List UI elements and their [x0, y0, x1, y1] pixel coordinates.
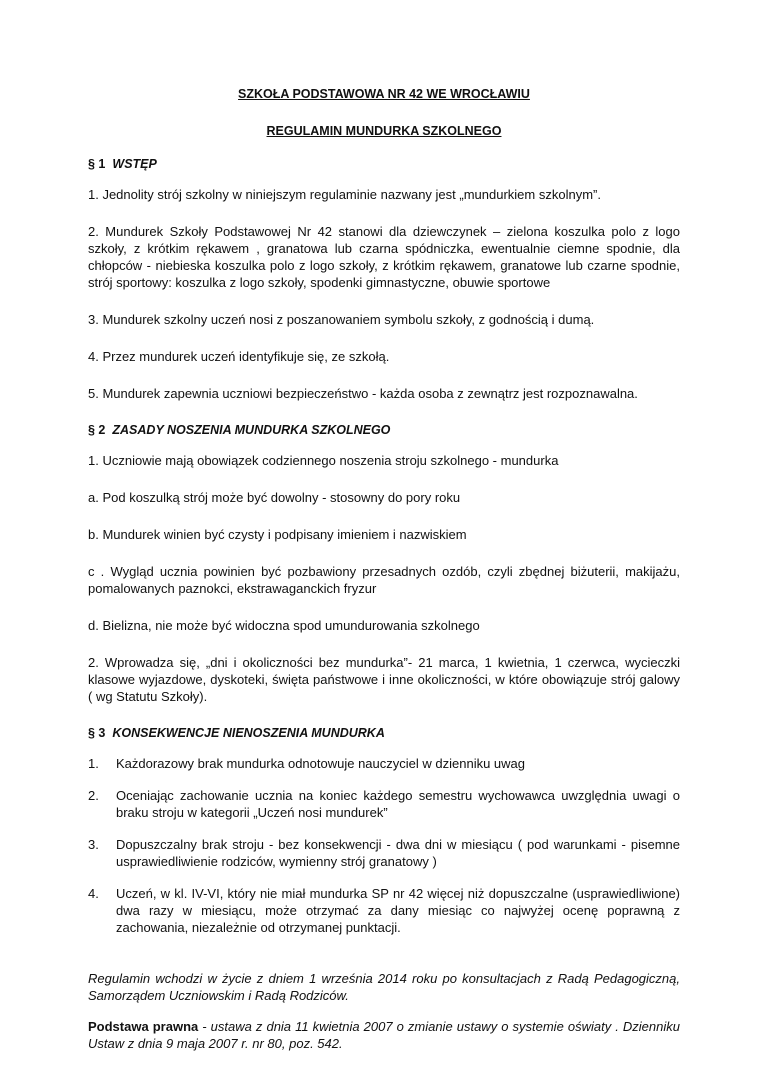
section-3-number: § 3	[88, 726, 106, 740]
list-item-number: 3.	[88, 837, 99, 852]
list-item	[88, 836, 680, 870]
section-1-item-1: 1. Jednolity strój szkolny w niniejszym regulaminie nazwany jest „mundurkiem szkolnym”.	[88, 187, 601, 202]
list-item	[88, 787, 680, 821]
section-1-heading	[88, 156, 680, 173]
section-2-item-a: a. Pod koszulką strój może być dowolny - stosowny do pory roku	[88, 490, 461, 505]
section-2-item-1: 1. Uczniowie mają obowiązek codziennego noszenia stroju szkolnego - mundurka	[88, 453, 559, 468]
section-3-heading	[88, 725, 680, 742]
list-item-text: Oceniając zachowanie ucznia na koniec każdego semestru wychowawca uwzględnia uwagi o braku stroju w kategorii „Uczeń nosi mundurek”	[116, 788, 680, 820]
legal-basis	[88, 1018, 680, 1052]
regulation-title: REGULAMIN MUNDURKA SZKOLNEGO	[266, 124, 502, 138]
section-1-item-2: 2. Mundurek Szkoły Podstawowej Nr 42 stanowi dla dziewczynek – zielona koszulka polo z logo szkoły, z krótkim rękawem , granatowa lub czarna spódniczka, ewentualnie ciemne spodnie, dla chłopców - niebieska koszulka polo z logo szkoły, z krótkim rękawem, granatowe lub czarne spodnie, strój sportowy: koszulka z logo szkoły, spodenki gimnastyczne, obuwie sportowe	[88, 224, 680, 290]
school-name-title: SZKOŁA PODSTAWOWA NR 42 WE WROCŁAWIU	[238, 87, 530, 101]
section-3-list	[88, 755, 680, 936]
list-item-number: 2.	[88, 788, 99, 803]
list-item-text: Uczeń, w kl. IV-VI, który nie miał mundurka SP nr 42 więcej niż dopuszczalne (usprawiedliwione) dwa razy w miesiącu, może otrzymać za dany miesiąc co najwyżej ocenę poprawną z zachowania, niezależnie od otrzymanej punktacji.	[116, 886, 680, 935]
section-2-number: § 2	[88, 423, 106, 437]
section-1-number: § 1	[88, 157, 106, 171]
list-item-number: 1.	[88, 756, 99, 771]
section-3-title: KONSEKWENCJE NIENOSZENIA MUNDURKA	[112, 726, 385, 740]
section-1-item-3: 3. Mundurek szkolny uczeń nosi z poszanowaniem symbolu szkoły, z godnością i dumą.	[88, 312, 595, 327]
section-1-title: WSTĘP	[112, 157, 157, 171]
list-item	[88, 885, 680, 936]
legal-basis-label: Podstawa prawna	[88, 1019, 199, 1034]
list-item-text: Każdorazowy brak mundurka odnotowuje nauczyciel w dzienniku uwag	[116, 756, 526, 771]
closing-statement: Regulamin wchodzi w życie z dniem 1 września 2014 roku po konsultacjach z Radą Pedagogiczną, Samorządem Uczniowskim i Radą Rodziców.	[88, 971, 680, 1003]
section-1-item-5: 5. Mundurek zapewnia uczniowi bezpieczeństwo - każda osoba z zewnątrz jest rozpoznawalna.	[88, 386, 638, 401]
section-2-item-2: 2. Wprowadza się, „dni i okoliczności bez mundurka”- 21 marca, 1 kwietnia, 1 czerwca, wycieczki klasowe wyjazdowe, dyskoteki, święta państwowe i inne okoliczności, w które obowiązuje strój galowy ( wg Statutu Szkoły).	[88, 655, 680, 704]
legal-basis-text: - ustawa z dnia 11 kwietnia 2007 o zmianie ustawy o systemie oświaty . Dzienniku Ustaw z dnia 9 maja 2007 r. nr 80, poz. 542.	[88, 1019, 680, 1051]
list-item	[88, 755, 680, 772]
section-2-heading	[88, 422, 680, 439]
section-1-item-4: 4. Przez mundurek uczeń identyfikuje się, ze szkołą.	[88, 349, 390, 364]
list-item-text: Dopuszczalny brak stroju - bez konsekwencji - dwa dni w miesiącu ( pod warunkami - pisemne usprawiedliwienie rodziców, wymienny strój granatowy )	[116, 837, 680, 869]
section-2-title: ZASADY NOSZENIA MUNDURKA SZKOLNEGO	[112, 423, 391, 437]
section-2-item-c: c . Wygląd ucznia powinien być pozbawiony przesadnych ozdób, czyli zbędnej biżuterii, makijażu, pomalowanych paznokci, ekstrawaganckich fryzur	[88, 564, 680, 596]
document-page	[88, 86, 680, 1065]
section-2-item-d: d. Bielizna, nie może być widoczna spod umundurowania szkolnego	[88, 618, 480, 633]
section-2-item-b: b. Mundurek winien być czysty i podpisany imieniem i nazwiskiem	[88, 527, 467, 542]
list-item-number: 4.	[88, 886, 99, 901]
